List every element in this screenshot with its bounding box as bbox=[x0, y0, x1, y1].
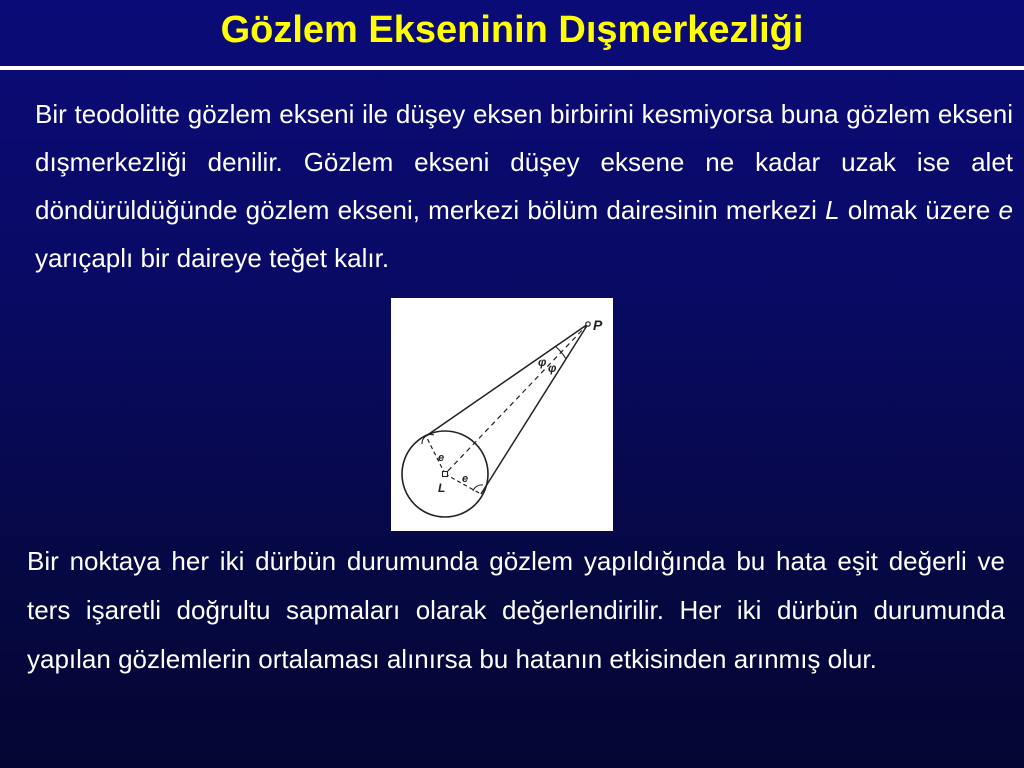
tangent-line-upper bbox=[426, 324, 588, 436]
phi-arc-left bbox=[555, 346, 561, 352]
paragraph-definition bbox=[35, 90, 1013, 282]
symbol-e: e bbox=[998, 195, 1013, 225]
right-angle-mark-lower bbox=[473, 485, 483, 491]
paragraph-correction: Bir noktaya her iki dürbün durumunda gözlem yapıldığında bu hata eşit değerli ve ters işaretli doğrultu sapmaları olarak değerlendirilir. Her iki dürbün durumunda yapılan gözlemlerin ortalaması alınırsa bu hatanın etkisinden arınmış olur. bbox=[27, 546, 1005, 674]
paragraph-definition-text-mid: olmak üzere bbox=[839, 195, 999, 225]
label-e-lower: e bbox=[462, 473, 469, 485]
phi-arc-right bbox=[561, 352, 566, 359]
slide-title: Gözlem Ekseninin Dışmerkezliği bbox=[220, 9, 804, 51]
center-l-marker bbox=[443, 472, 448, 477]
tangent-line-lower bbox=[481, 324, 588, 494]
title-divider bbox=[0, 66, 1024, 70]
label-e-upper: e bbox=[438, 452, 445, 464]
label-phi-right: φ bbox=[548, 361, 557, 375]
eccentricity-diagram bbox=[391, 298, 613, 531]
paragraph-definition-text-end: yarıçaplı bir daireye teğet kalır. bbox=[35, 243, 390, 273]
symbol-L: L bbox=[825, 195, 840, 225]
label-p: P bbox=[593, 317, 603, 333]
paragraph-definition-text: Bir teodolitte gözlem ekseni ile düşey eksen birbirini kesmiyorsa buna gözlem ekseni dışmerkezliği denilir. Gözlem ekseni düşey eksene ne kadar uzak ise alet döndürüldüğünde gözlem ekseni, merkezi bölüm dairesinin merkezi bbox=[35, 99, 1013, 225]
label-phi-left: φ bbox=[538, 355, 547, 369]
label-l: L bbox=[438, 481, 446, 495]
dashed-line-p-to-center bbox=[445, 324, 588, 474]
point-p-marker bbox=[586, 322, 590, 326]
eccentricity-diagram-svg bbox=[391, 298, 613, 531]
